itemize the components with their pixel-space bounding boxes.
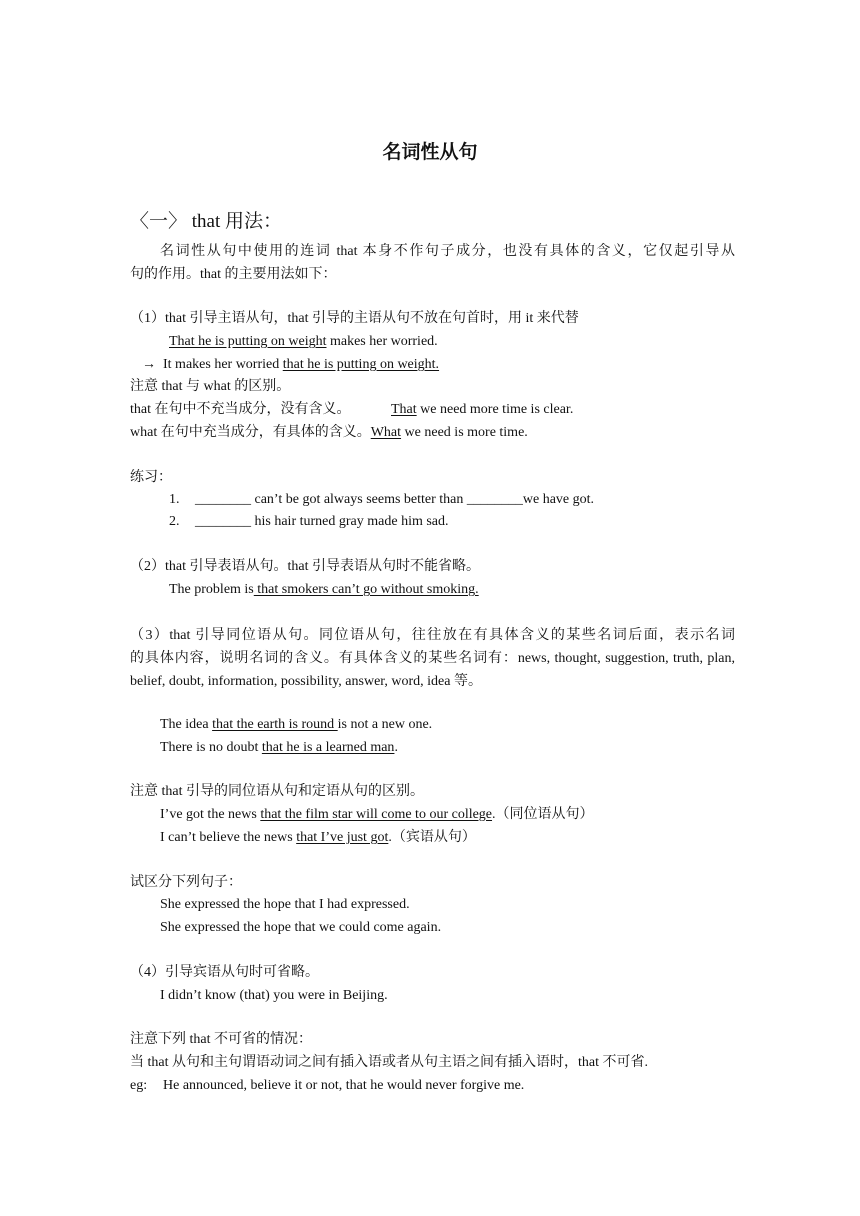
example-text: is not a new one.	[337, 717, 433, 732]
point-3-line-2: 的具体内容，说明名词的含义。有具体含义的某些名词有：news, thought, suggestion, truth, plan,	[130, 651, 735, 666]
point-4-example: I didn’t know (that) you were in Beijing.	[160, 988, 388, 1003]
note-2-heading: 注意 that 引导的同位语从句和定语从句的区别。	[130, 784, 424, 799]
point-3-example-2	[160, 739, 398, 757]
note-2-example-2	[160, 829, 476, 847]
underlined-clause: That he is putting on weight	[169, 334, 327, 349]
practice-item-num: 2.	[169, 514, 180, 529]
intro-paragraph	[130, 240, 735, 286]
example-text: we need more time is clear.	[416, 402, 574, 417]
underlined-clause: that smokers can’t go without smoking.	[253, 582, 479, 597]
point-3-line-3: belief, doubt, information, possibility, answer, word, idea 等。	[130, 674, 482, 689]
intro-line-1: 名词性从句中使用的连词 that 本身不作句子成分，也没有具体的含义，它仅起引导从	[160, 244, 735, 259]
point-1-example-2	[142, 356, 439, 374]
example-text: .	[394, 740, 398, 755]
arrow-icon: →	[142, 357, 156, 372]
example-text: we need is more time.	[401, 425, 528, 440]
note-3-heading: 注意下列 that 不可省的情况：	[130, 1032, 312, 1047]
practice-item-text: ________ his hair turned gray made him sad.	[195, 514, 449, 529]
example-text: makes her worried.	[326, 334, 438, 349]
section-heading: 〈一〉 that 用法：	[130, 211, 282, 232]
practice-label: 练习：	[130, 470, 172, 485]
note-3-eg-label: eg:	[130, 1078, 148, 1093]
note-2-example-1	[160, 806, 594, 824]
underlined-clause: that the film star will come to our college	[260, 807, 493, 822]
intro-line-2: 句的作用。that 的主要用法如下：	[130, 267, 337, 282]
underlined-clause: that I’ve just got	[296, 830, 389, 845]
example-text: I can’t believe the news	[160, 830, 297, 845]
distinguish-sentence-1: She expressed the hope that I had expressed.	[160, 897, 410, 912]
that-what-note: 注意 that 与 what 的区别。	[130, 379, 291, 394]
underlined-clause: that he is putting on weight.	[282, 357, 440, 372]
page-title: 名词性从句	[382, 141, 478, 163]
point-2-example	[169, 581, 479, 599]
point-4-heading: （4）引导宾语从句时可省略。	[130, 965, 319, 980]
underlined-word: That	[391, 402, 417, 417]
point-2-heading: （2）that 引导表语从句。that 引导表语从句时不能省略。	[130, 559, 480, 574]
practice-item-num: 1.	[169, 492, 180, 507]
underlined-clause: that the earth is round	[212, 717, 338, 732]
point-1-heading: （1）that 引导主语从句，that 引导的主语从句不放在句首时，用 it 来代替	[130, 311, 579, 326]
what-description: what 在句中充当成分，有具体的含义。	[130, 425, 371, 440]
distinguish-heading: 试区分下列句子：	[130, 875, 242, 890]
underlined-clause: that he is a learned man	[261, 740, 395, 755]
note-3-rule: 当 that 从句和主句谓语动词之间有插入语或者从句主语之间有插入语时，that 不可省.	[130, 1055, 648, 1070]
point-3-line-1: （3）that 引导同位语从句。同位语从句，往往放在有具体含义的某些名词后面，表示名词	[130, 628, 735, 643]
that-example	[391, 401, 573, 419]
example-text: There is no doubt	[160, 740, 262, 755]
what-line	[130, 424, 528, 442]
point-1-example-1	[169, 333, 438, 351]
practice-item-text: ________ can’t be got always seems better than ________we have got.	[195, 492, 595, 507]
example-text: It makes her worried	[163, 357, 283, 372]
example-text: The problem is	[169, 582, 254, 597]
example-text: .（同位语从句）	[492, 807, 594, 822]
example-text: The idea	[160, 717, 213, 732]
underlined-word: What	[370, 425, 402, 440]
note-3-eg-text: He announced, believe it or not, that he would never forgive me.	[163, 1078, 525, 1093]
point-3-example-1	[160, 716, 432, 734]
distinguish-sentence-2: She expressed the hope that we could come again.	[160, 920, 442, 935]
that-description: that 在句中不充当成分，没有含义。	[130, 402, 351, 417]
example-text: .（宾语从句）	[388, 830, 476, 845]
example-text: I’ve got the news	[160, 807, 261, 822]
point-3-paragraph	[130, 624, 735, 693]
